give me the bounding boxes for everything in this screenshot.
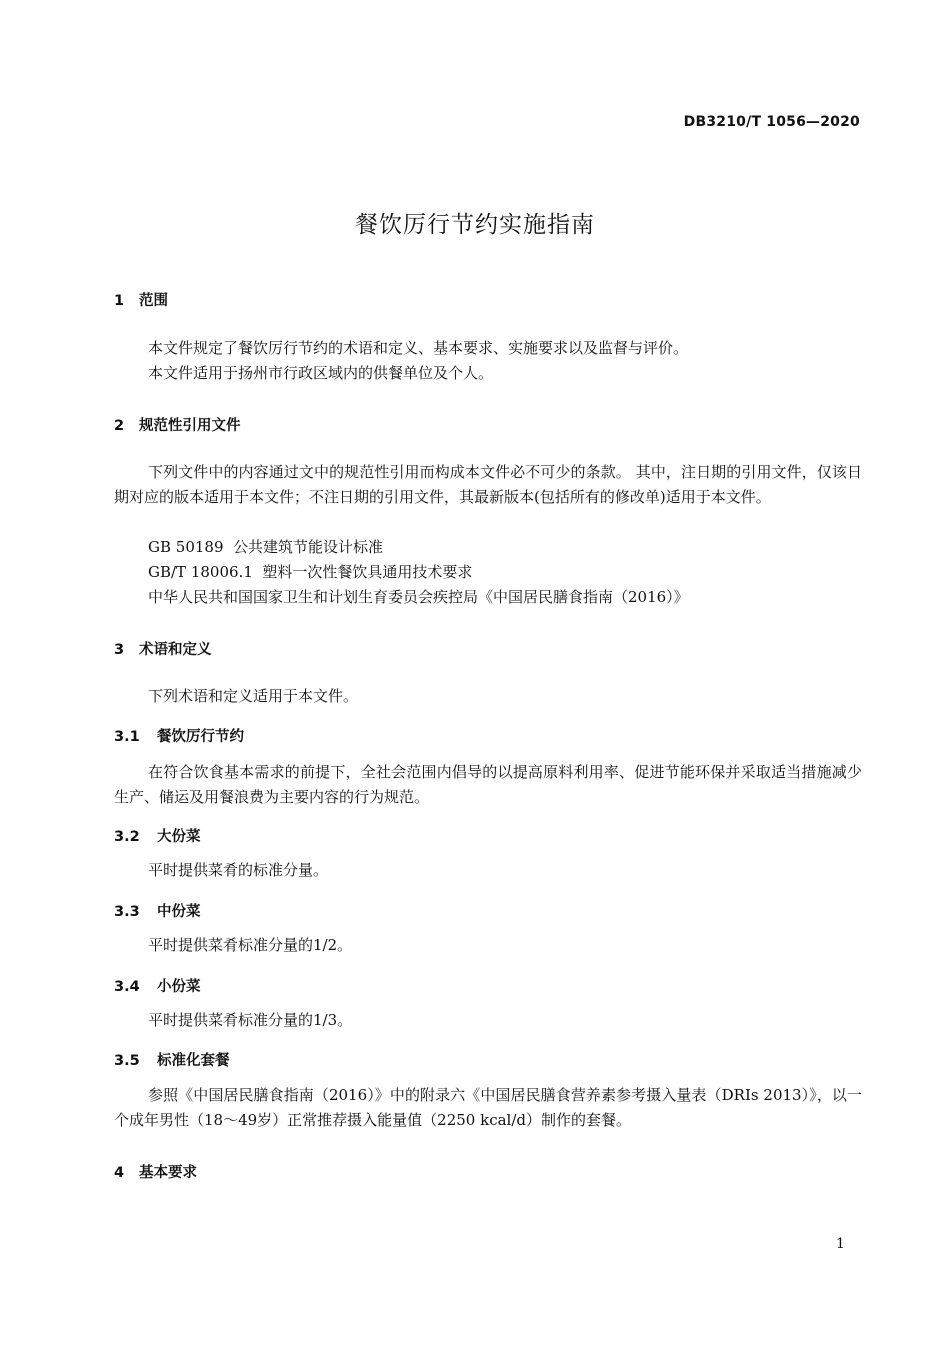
term-title: 餐饮厉行节约 [157,729,244,745]
section-heading-basic [114,1161,197,1182]
term-title: 中份菜 [157,904,201,920]
section-heading-terms [114,638,212,659]
section-title: 范围 [139,293,168,309]
section-title: 术语和定义 [139,642,212,658]
scope-paragraph-1: 本文件规定了餐饮厉行节约的术语和定义、基本要求、实施要求以及监督与评价。 [148,339,689,357]
term-number: 3.5 [114,1053,140,1069]
term-definition: 参照《中国居民膳食指南（2016）》中的附录六《中国居民膳食营养素参考摄入量表（DRIs 2013）》，以一个成年男性（18～49岁）正常推荐摄入能量值（2250 kcal/d）制作的套餐。 [114,1086,862,1129]
term-heading [114,825,201,846]
section-title: 基本要求 [139,1165,197,1181]
terms-intro: 下列术语和定义适用于本文件。 [148,687,359,705]
page-number: 1 [836,1236,845,1252]
term-definition: 在符合饮食基本需求的前提下，全社会范围内倡导的以提高原料利用率、促进节能环保并采取适当措施减少生产、储运及用餐浪费为主要内容的行为规范。 [114,763,862,806]
standard-code: DB3210/T 1056—2020 [683,114,860,130]
normative-intro: 下列文件中的内容通过文中的规范性引用而构成本文件必不可少的条款。 其中，注日期的引用文件，仅该日期对应的版本适用于本文件；不注日期的引用文件，其最新版本(包括所有的修改单)适用于本文件。 [114,463,862,506]
section-number: 3 [114,642,125,658]
term-number: 3.4 [114,979,140,995]
section-heading-scope [114,289,168,310]
reference-item: GB/T 18006.1 塑料一次性餐饮具通用技术要求 [148,563,473,581]
term-definition: 平时提供菜肴的标准分量。 [148,861,329,879]
term-heading [114,975,201,996]
term-definition: 平时提供菜肴标准分量的1/2。 [148,936,353,954]
term-heading [114,1049,230,1070]
term-heading [114,725,244,746]
term-number: 3.1 [114,729,140,745]
section-number: 1 [114,293,125,309]
term-title: 小份菜 [157,979,201,995]
term-title: 大份菜 [157,829,201,845]
reference-item: GB 50189 公共建筑节能设计标准 [148,538,384,556]
document-title: 餐饮厉行节约实施指南 [355,212,595,238]
term-number: 3.2 [114,829,140,845]
section-number: 2 [114,418,125,434]
reference-item: 中华人民共和国国家卫生和计划生育委员会疾控局《中国居民膳食指南（2016）》 [148,588,689,606]
section-number: 4 [114,1165,125,1181]
term-title: 标准化套餐 [157,1053,230,1069]
term-heading [114,900,201,921]
section-title: 规范性引用文件 [139,418,241,434]
term-number: 3.3 [114,904,140,920]
term-definition: 平时提供菜肴标准分量的1/3。 [148,1011,353,1029]
section-heading-normative [114,414,241,435]
scope-paragraph-2: 本文件适用于扬州市行政区域内的供餐单位及个人。 [148,364,494,382]
